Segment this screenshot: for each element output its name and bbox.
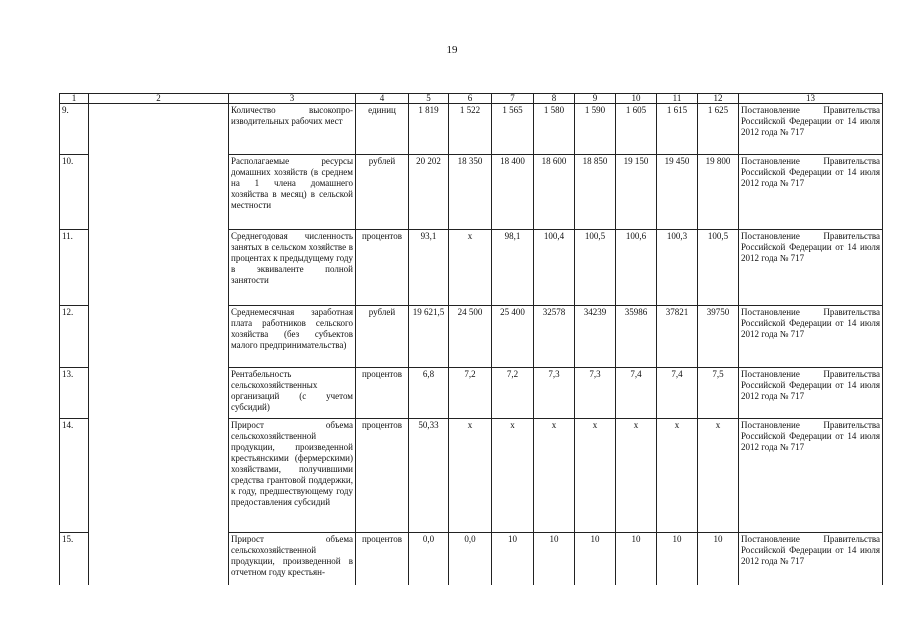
value-cell: 19 450 xyxy=(657,155,698,230)
value-cell: 10 xyxy=(575,533,616,585)
value-cell: х xyxy=(657,419,698,533)
value-cell: 100,4 xyxy=(534,230,575,306)
value-cell: 19 800 xyxy=(698,155,739,230)
value-cell: 10 xyxy=(616,533,657,585)
unit-cell: рублей xyxy=(356,306,409,368)
column-number: 13 xyxy=(739,94,883,104)
row-number: 10. xyxy=(60,155,89,230)
unit-cell: процентов xyxy=(356,419,409,533)
source-cell: Постановление Правительства Российской Федерации от 14 июля 2012 года № 717 xyxy=(739,230,883,306)
value-cell: 1 580 xyxy=(534,104,575,155)
indicator-name: Прирост объема сельскохозяйственной продукции, произведенной крестьянскими (фермерскими) хозяйствами, получившими средства грантовой поддержки, к году, предшествующему году предоставления субсидий xyxy=(229,419,356,533)
source-cell: Постановление Правительства Российской Федерации от 14 июля 2012 года № 717 xyxy=(739,104,883,155)
value-cell: 0,0 xyxy=(449,533,492,585)
source-cell: Постановление Правительства Российской Федерации от 14 июля 2012 года № 717 xyxy=(739,419,883,533)
value-cell: 24 500 xyxy=(449,306,492,368)
indicator-name: Среднегодовая численность занятых в сельском хозяйстве в процентах к предыдущему году в эквиваленте полной занятости xyxy=(229,230,356,306)
value-cell: 50,33 xyxy=(409,419,449,533)
value-cell: 6,8 xyxy=(409,368,449,419)
value-cell: 1 605 xyxy=(616,104,657,155)
value-cell: 100,3 xyxy=(657,230,698,306)
column-number-row xyxy=(60,94,883,104)
value-cell: 7,3 xyxy=(575,368,616,419)
column-number: 7 xyxy=(492,94,534,104)
column-number: 6 xyxy=(449,94,492,104)
source-cell: Постановление Правительства Российской Федерации от 14 июля 2012 года № 717 xyxy=(739,368,883,419)
value-cell: 100,5 xyxy=(698,230,739,306)
value-cell: 1 590 xyxy=(575,104,616,155)
row-number: 13. xyxy=(60,368,89,419)
unit-cell: рублей xyxy=(356,155,409,230)
unit-cell: единиц xyxy=(356,104,409,155)
value-cell: 10 xyxy=(698,533,739,585)
value-cell: х xyxy=(616,419,657,533)
indicator-name: Рентабельность сельскохозяйственных организаций (с учетом субсидий) xyxy=(229,368,356,419)
value-cell: 98,1 xyxy=(492,230,534,306)
row-number: 11. xyxy=(60,230,89,306)
value-cell: 1 615 xyxy=(657,104,698,155)
row-number: 15. xyxy=(60,533,89,585)
value-cell: 18 850 xyxy=(575,155,616,230)
value-cell: 32578 xyxy=(534,306,575,368)
value-cell: 7,5 xyxy=(698,368,739,419)
row-number: 12. xyxy=(60,306,89,368)
value-cell: 1 565 xyxy=(492,104,534,155)
page-number: 19 xyxy=(446,44,458,56)
unit-cell: процентов xyxy=(356,230,409,306)
value-cell: 39750 xyxy=(698,306,739,368)
value-cell: х xyxy=(534,419,575,533)
value-cell: 7,4 xyxy=(657,368,698,419)
value-cell: 25 400 xyxy=(492,306,534,368)
table-row xyxy=(60,104,883,155)
source-cell: Постановление Правительства Российской Федерации от 14 июля 2012 года № 717 xyxy=(739,306,883,368)
value-cell: х xyxy=(698,419,739,533)
column-number: 9 xyxy=(575,94,616,104)
program-column-cell xyxy=(89,104,229,585)
value-cell: 100,6 xyxy=(616,230,657,306)
row-number: 14. xyxy=(60,419,89,533)
value-cell: 1 522 xyxy=(449,104,492,155)
column-number: 2 xyxy=(89,94,229,104)
value-cell: 7,2 xyxy=(449,368,492,419)
value-cell: 18 350 xyxy=(449,155,492,230)
indicator-name: Количество высокопро-изводительных рабочих мест xyxy=(229,104,356,155)
value-cell: 1 819 xyxy=(409,104,449,155)
column-number: 11 xyxy=(657,94,698,104)
value-cell: х xyxy=(449,419,492,533)
value-cell: 20 202 xyxy=(409,155,449,230)
value-cell: 35986 xyxy=(616,306,657,368)
value-cell: 34239 xyxy=(575,306,616,368)
value-cell: 10 xyxy=(492,533,534,585)
value-cell: 19 150 xyxy=(616,155,657,230)
value-cell: х xyxy=(575,419,616,533)
column-number: 3 xyxy=(229,94,356,104)
value-cell: 7,3 xyxy=(534,368,575,419)
value-cell: х xyxy=(492,419,534,533)
column-number: 5 xyxy=(409,94,449,104)
value-cell: 7,4 xyxy=(616,368,657,419)
value-cell: 10 xyxy=(657,533,698,585)
indicator-name: Прирост объема сельскохозяйственной продукции, произведенной в отчетном году крестьян- xyxy=(229,533,356,585)
value-cell: 7,2 xyxy=(492,368,534,419)
indicator-name: Располагаемые ресурсы домашних хозяйств (в среднем на 1 члена домашнего хозяйства в месяц) в сельской местности xyxy=(229,155,356,230)
source-cell: Постановление Правительства Российской Федерации от 14 июля 2012 года № 717 xyxy=(739,533,883,585)
value-cell: 0,0 xyxy=(409,533,449,585)
column-number: 4 xyxy=(356,94,409,104)
value-cell: 18 600 xyxy=(534,155,575,230)
source-cell: Постановление Правительства Российской Федерации от 14 июля 2012 года № 717 xyxy=(739,155,883,230)
value-cell: 100,5 xyxy=(575,230,616,306)
unit-cell: процентов xyxy=(356,368,409,419)
value-cell: 93,1 xyxy=(409,230,449,306)
indicator-name: Среднемесячная заработная плата работников сельского хозяйства (без субъектов малого предпринимательства) xyxy=(229,306,356,368)
value-cell: 37821 xyxy=(657,306,698,368)
value-cell: 19 621,5 xyxy=(409,306,449,368)
row-number: 9. xyxy=(60,104,89,155)
value-cell: 10 xyxy=(534,533,575,585)
unit-cell: процентов xyxy=(356,533,409,585)
column-number: 1 xyxy=(60,94,89,104)
value-cell: х xyxy=(449,230,492,306)
value-cell: 1 625 xyxy=(698,104,739,155)
column-number: 12 xyxy=(698,94,739,104)
column-number: 8 xyxy=(534,94,575,104)
value-cell: 18 400 xyxy=(492,155,534,230)
indicators-table xyxy=(59,93,883,585)
column-number: 10 xyxy=(616,94,657,104)
